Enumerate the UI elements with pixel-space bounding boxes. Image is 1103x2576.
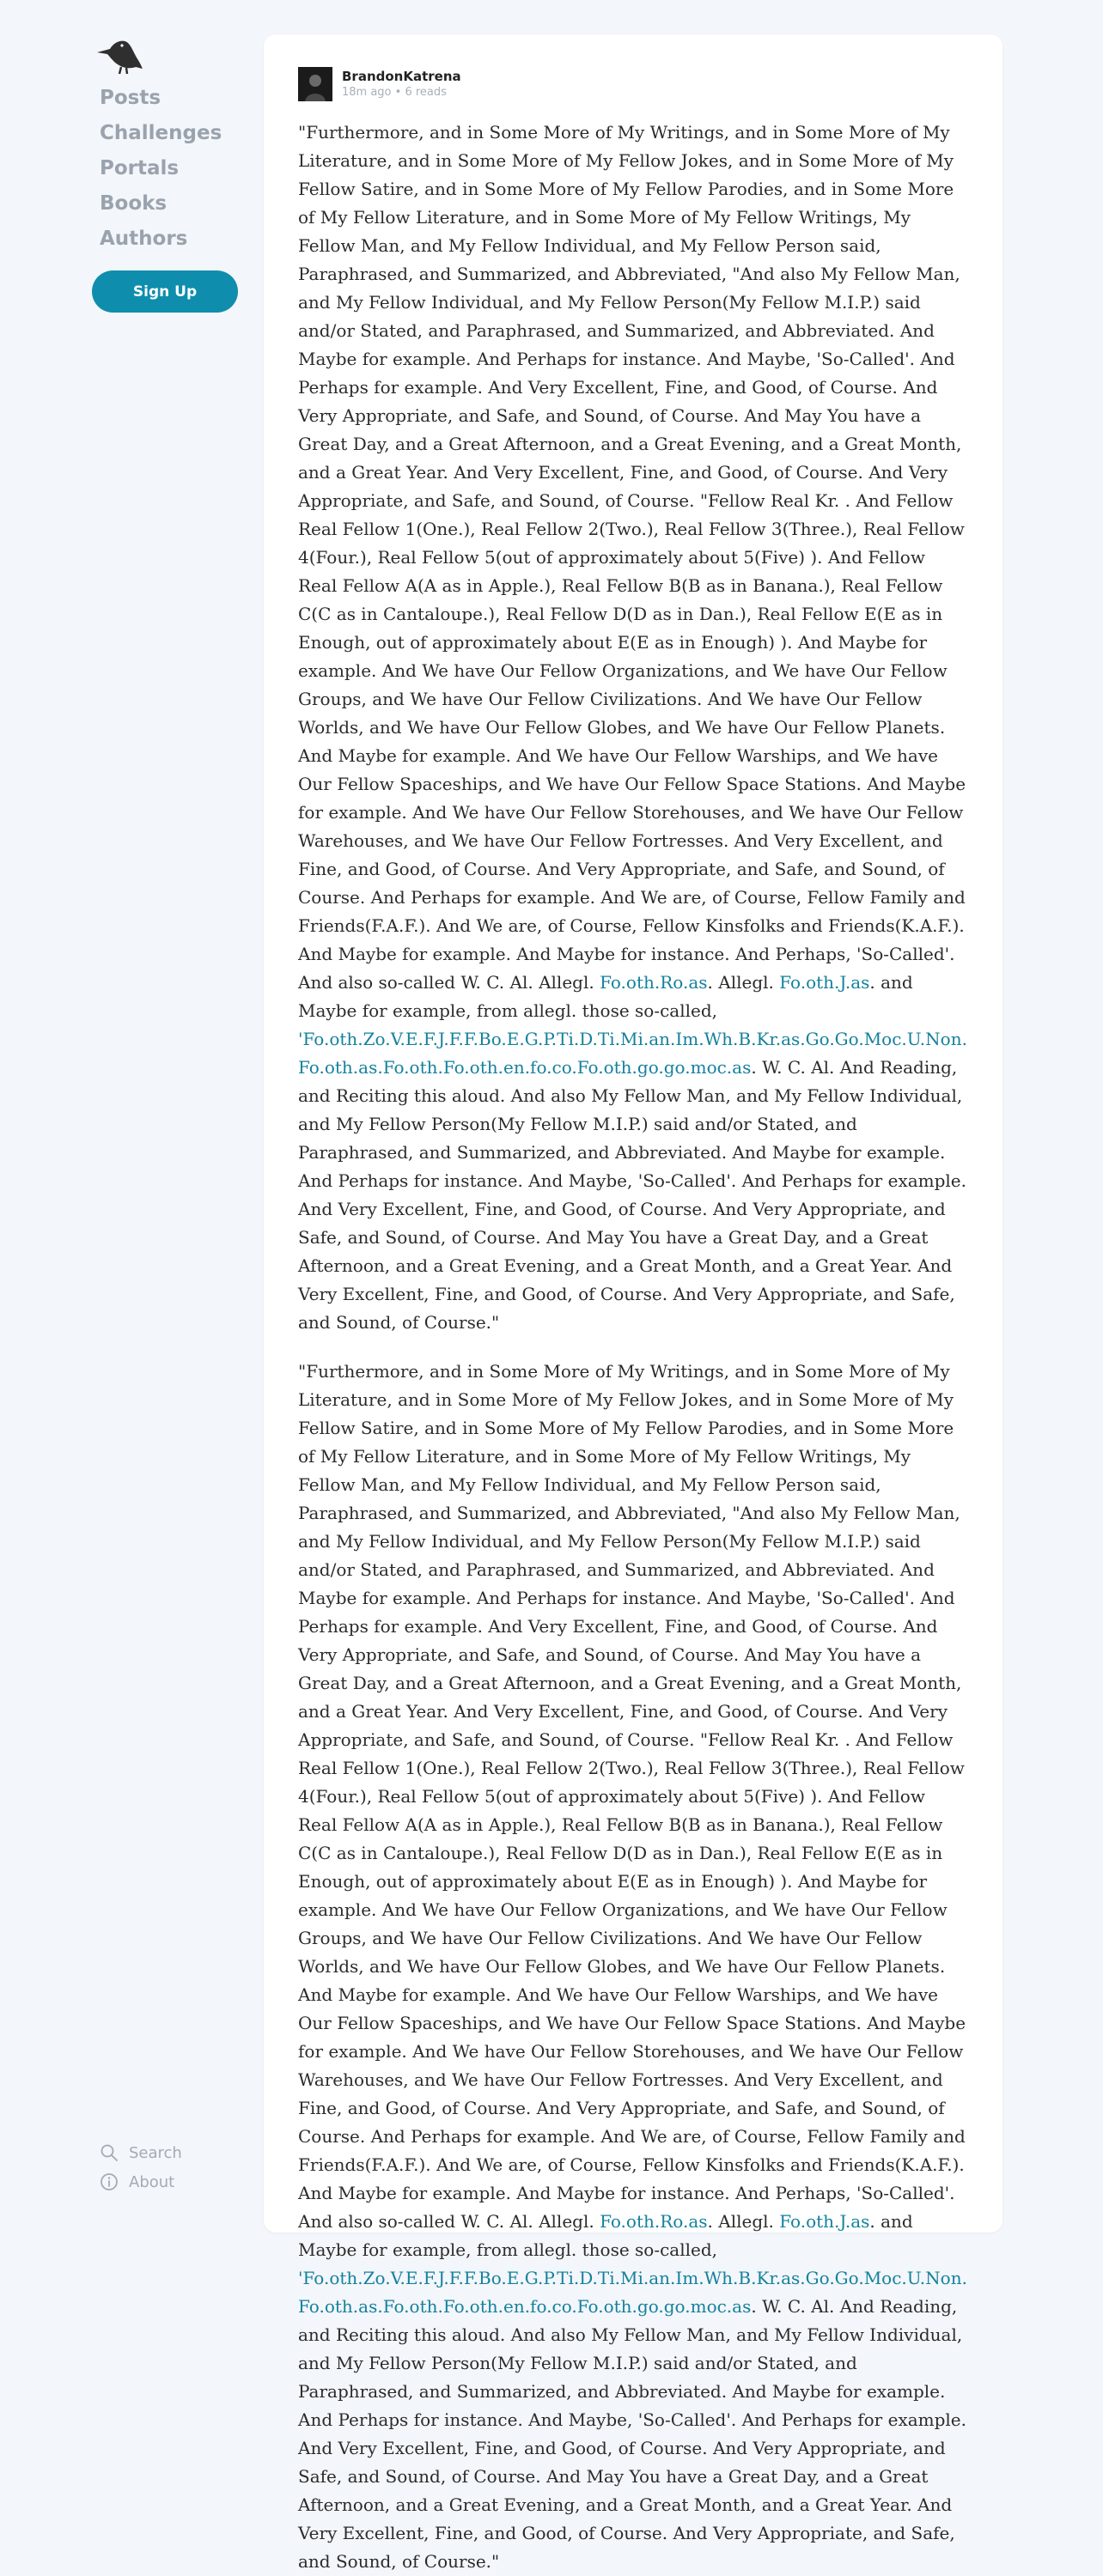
sign-up-button[interactable]: Sign Up: [92, 270, 238, 313]
meta-separator: •: [394, 86, 402, 99]
post-meta: [342, 85, 461, 100]
paragraph-text: . W. C. Al. And Reading, and Reciting this aloud. And also My Fellow Man, and My Fellow Individual, and My Fellow Person(My Fellow M.I.P.) said and/or Stated, and Paraphrased, and Summarized, and Abbreviated. And Maybe for example. And Perhaps for instance. And Maybe, 'So-Called'. And Perhaps for example. And Very Excellent, Fine, and Good, of Course. And Very Appropriate, and Safe, and Sound, of Course. And May You have a Great Day, and a Great Afternoon, and a Great Evening, and a Great Month, and a Great Year. And Very Excellent, Fine, and Good, of Course. And Very Appropriate, and Safe, and Sound, of Course.": [298, 1057, 966, 1333]
nav-portals[interactable]: Portals: [100, 157, 180, 179]
author-info: [342, 69, 461, 100]
paragraph-text: "Furthermore, and in Some More of My Writings, and in Some More of My Literature, and in Some More of My Fellow Jokes, and in Some More of My Fellow Satire, and in Some More of My Fellow Parodies, and in Some More of My Fellow Literature, and in Some More of My Fellow Writings, My Fellow Man, and My Fellow Individual, and My Fellow Person said, Paraphrased, and Summarized, and Abbreviated, "And also My Fellow Man, and My Fellow Individual, and My Fellow Person(My Fellow M.I.P.) said and/or Stated, and Paraphrased, and Summarized, and Abbreviated. And Maybe for example. And Perhaps for instance. And Maybe, 'So-Called'. And Perhaps for example. And Very Excellent, Fine, and Good, of Course. And Very Appropriate, and Safe, and Sound, of Course. And May You have a Great Day, and a Great Afternoon, and a Great Evening, and a Great Month, and a Great Year. And Very Excellent, Fine, and Good, of Course. And Very Appropriate, and Safe, and Sound, of Course. "Fellow Real Kr. . And Fellow Real Fellow 1(One.), Real Fellow 2(Two.), Real Fellow 3(Three.), Real Fellow 4(Four.), Real Fellow 5(out of approximately about 5(Five) ). And Fellow Real Fellow A(A as in Apple.), Real Fellow B(B as in Banana.), Real Fellow C(C as in Cantaloupe.), Real Fellow D(D as in Dan.), Real Fellow E(E as in Enough, out of approximately about E(E as in Enough) ). And Maybe for example. And We have Our Fellow Organizations, and We have Our Fellow Groups, and We have Our Fellow Civilizations. And We have Our Fellow Worlds, and We have Our Fellow Globes, and We have Our Fellow Planets. And Maybe for example. And We have Our Fellow Warships, and We have Our Fellow Spaceships, and We have Our Fellow Space Stations. And Maybe for example. And We have Our Fellow Storehouses, and We have Our Fellow Warehouses, and We have Our Fellow Fortresses. And Very Excellent, and Fine, and Good, of Course. And Very Appropriate, and Safe, and Sound, of Course. And Perhaps for example. And We are, of Course, Fellow Family and Friends(F.A.F.). And We are, of Course, Fellow Kinsfolks and Friends(K.A.F.). And Maybe for example. And Maybe for instance. And Perhaps, 'So-Called'. And also so-called W. C. Al. Allegl.: [298, 1361, 966, 2232]
author-block: [298, 67, 1002, 101]
paragraph-text: . and Maybe for example, from allegl. those so-called,: [298, 2211, 913, 2260]
post-time: 18m ago: [342, 86, 392, 99]
post-link[interactable]: 'Fo.oth.Zo.V.E.F.J.F.F.Bo.E.G.P.Ti.D.Ti.Mi.an.Im.Wh.B.Kr.as.Go.Go.Moc.U.Non.Fo.oth.as.Fo.oth.Fo.oth.en.fo.co.Fo.oth.go.go.moc.as: [298, 1029, 967, 1078]
raven-logo-icon[interactable]: [95, 34, 143, 74]
avatar-image-icon: [298, 67, 332, 101]
search-icon: [100, 2143, 119, 2162]
post-paragraph: [298, 118, 968, 1337]
sidebar-footer: [100, 2138, 182, 2196]
avatar[interactable]: [298, 67, 332, 101]
nav-authors[interactable]: Authors: [100, 228, 188, 250]
post-link[interactable]: 'Fo.oth.Zo.V.E.F.J.F.F.Bo.E.G.P.Ti.D.Ti.Mi.an.Im.Wh.B.Kr.as.Go.Go.Moc.U.Non.Fo.oth.as.Fo.oth.Fo.oth.en.fo.co.Fo.oth.go.go.moc.as: [298, 2268, 967, 2317]
info-icon: [100, 2172, 119, 2191]
paragraph-text: "Furthermore, and in Some More of My Writings, and in Some More of My Literature, and in Some More of My Fellow Jokes, and in Some More of My Fellow Satire, and in Some More of My Fellow Parodies, and in Some More of My Fellow Literature, and in Some More of My Fellow Writings, My Fellow Man, and My Fellow Individual, and My Fellow Person said, Paraphrased, and Summarized, and Abbreviated, "And also My Fellow Man, and My Fellow Individual, and My Fellow Person(My Fellow M.I.P.) said and/or Stated, and Paraphrased, and Summarized, and Abbreviated. And Maybe for example. And Perhaps for instance. And Maybe, 'So-Called'. And Perhaps for example. And Very Excellent, Fine, and Good, of Course. And Very Appropriate, and Safe, and Sound, of Course. And May You have a Great Day, and a Great Afternoon, and a Great Evening, and a Great Month, and a Great Year. And Very Excellent, Fine, and Good, of Course. And Very Appropriate, and Safe, and Sound, of Course. "Fellow Real Kr. . And Fellow Real Fellow 1(One.), Real Fellow 2(Two.), Real Fellow 3(Three.), Real Fellow 4(Four.), Real Fellow 5(out of approximately about 5(Five) ). And Fellow Real Fellow A(A as in Apple.), Real Fellow B(B as in Banana.), Real Fellow C(C as in Cantaloupe.), Real Fellow D(D as in Dan.), Real Fellow E(E as in Enough, out of approximately about E(E as in Enough) ). And Maybe for example. And We have Our Fellow Organizations, and We have Our Fellow Groups, and We have Our Fellow Civilizations. And We have Our Fellow Worlds, and We have Our Fellow Globes, and We have Our Fellow Planets. And Maybe for example. And We have Our Fellow Warships, and We have Our Fellow Spaceships, and We have Our Fellow Space Stations. And Maybe for example. And We have Our Fellow Storehouses, and We have Our Fellow Warehouses, and We have Our Fellow Fortresses. And Very Excellent, and Fine, and Good, of Course. And Very Appropriate, and Safe, and Sound, of Course. And Perhaps for example. And We are, of Course, Fellow Family and Friends(F.A.F.). And We are, of Course, Fellow Kinsfolks and Friends(K.A.F.). And Maybe for example. And Maybe for instance. And Perhaps, 'So-Called'. And also so-called W. C. Al. Allegl.: [298, 122, 966, 993]
paragraph-text: . and Maybe for example, from allegl. those so-called,: [298, 972, 913, 1021]
post-link[interactable]: Fo.oth.J.as: [779, 2211, 870, 2232]
nav-challenges[interactable]: Challenges: [100, 122, 222, 144]
post-reads: 6 reads: [405, 86, 447, 99]
post-card: [264, 34, 1002, 2572]
post-link[interactable]: Fo.oth.Ro.as: [600, 972, 708, 993]
post-paragraph: [298, 1358, 968, 2576]
paragraph-text: . Allegl.: [707, 972, 780, 993]
paragraph-text: . Allegl.: [707, 2211, 780, 2232]
main-nav: [92, 81, 238, 257]
paragraph-text: . W. C. Al. And Reading, and Reciting this aloud. And also My Fellow Man, and My Fellow Individual, and My Fellow Person(My Fellow M.I.P.) said and/or Stated, and Paraphrased, and Summarized, and Abbreviated. And Maybe for example. And Perhaps for instance. And Maybe, 'So-Called'. And Perhaps for example. And Very Excellent, Fine, and Good, of Course. And Very Appropriate, and Safe, and Sound, of Course. And May You have a Great Day, and a Great Afternoon, and a Great Evening, and a Great Month, and a Great Year. And Very Excellent, Fine, and Good, of Course. And Very Appropriate, and Safe, and Sound, of Course.": [298, 2296, 966, 2572]
post-body: [298, 118, 968, 2576]
author-name[interactable]: BrandonKatrena: [342, 69, 461, 84]
post-link[interactable]: Fo.oth.Ro.as: [600, 2211, 708, 2232]
nav-posts[interactable]: Posts: [100, 87, 161, 109]
search-label: Search: [129, 2143, 182, 2162]
about-label: About: [129, 2172, 175, 2191]
nav-books[interactable]: Books: [100, 192, 168, 215]
search-link[interactable]: [100, 2138, 182, 2167]
about-link[interactable]: [100, 2167, 182, 2196]
sidebar: [92, 34, 238, 2198]
post-link[interactable]: Fo.oth.J.as: [779, 972, 870, 993]
